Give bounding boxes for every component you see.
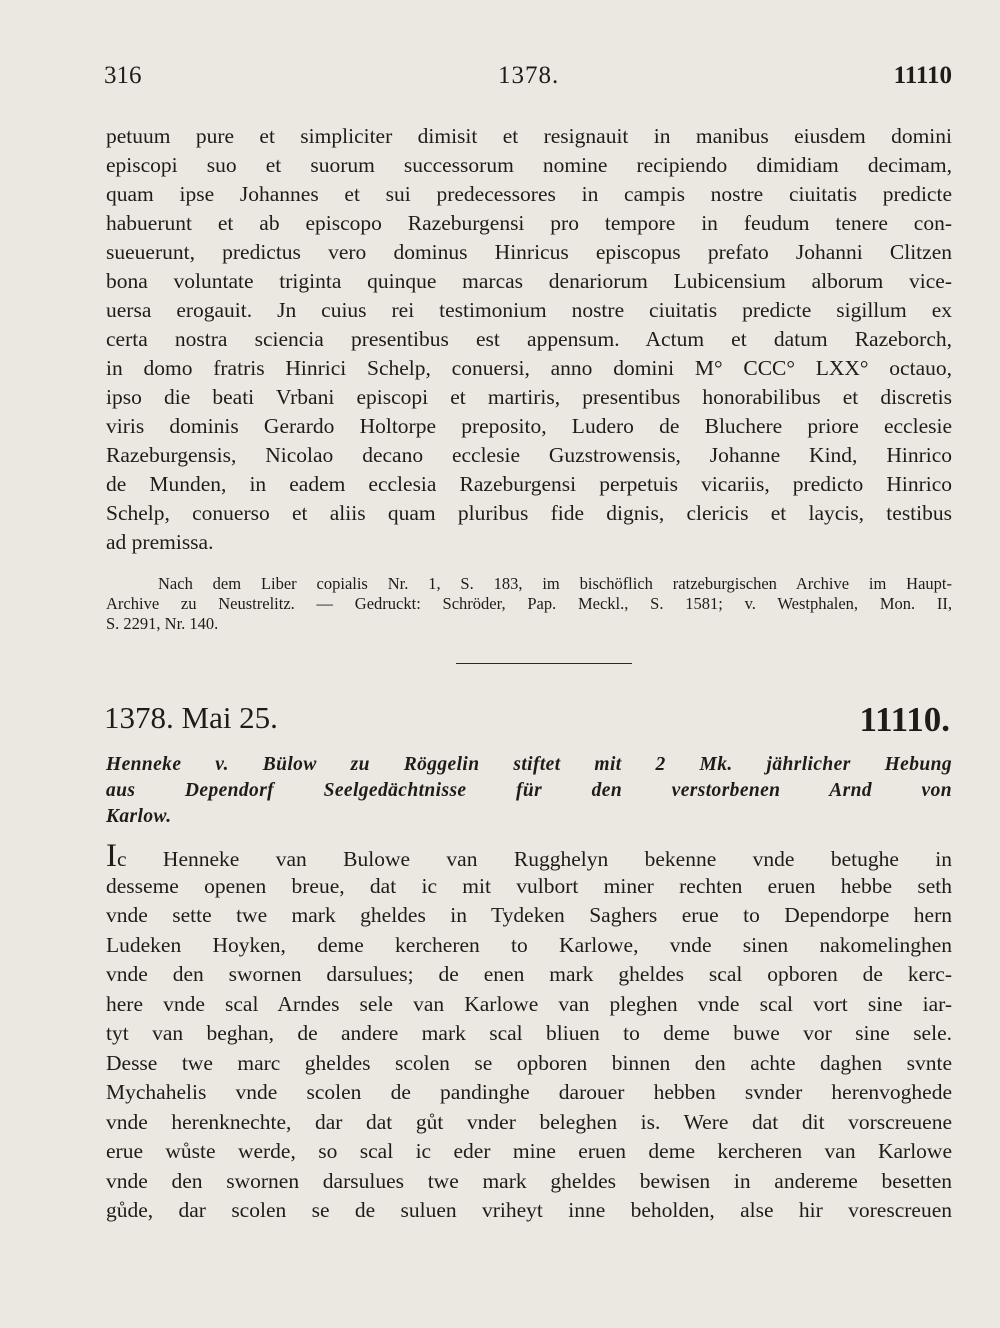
- text-line: Ludeken Hoyken, deme kercheren to Karlowe, vnde sinen nakomelinghen: [106, 932, 952, 957]
- text-line: de Munden, in eadem ecclesia Razeburgensi perpetuis vicariis, predicto Hinrico: [106, 472, 952, 496]
- text-line: viris dominis Gerardo Holtorpe preposito, Ludero de Bluchere priore ecclesie: [106, 414, 952, 438]
- text-line: vnde den swornen darsulues; de enen mark gheldes scal opboren de kerc-: [106, 962, 952, 986]
- note-line: Archive zu Neustrelitz. — Gedruckt: Schröder, Pap. Meckl., S. 1581; v. Westphalen, Mon. II,: [106, 594, 952, 613]
- section-divider: [456, 663, 632, 664]
- text-line: in domo fratris Hinrici Schelp, conuersi, anno domini M° CCC° LXX° octauo,: [106, 356, 952, 380]
- entry-date: 1378. Mai 25.: [104, 700, 278, 735]
- text-line: habuerunt et ab episcopo Razeburgensi pro tempore in feudum tenere con-: [106, 211, 952, 235]
- entry-number: 11110.: [859, 700, 950, 739]
- text-line: ad premissa.: [106, 530, 214, 554]
- text-line: episcopi suo et suorum successorum nomine recipiendo dimidiam decimam,: [106, 153, 952, 177]
- text-line: gůde, dar scolen se de suluen vriheyt inne beholden, alse hir vorescreuen: [106, 1198, 952, 1222]
- summary-line: Henneke v. Bülow zu Röggelin stiftet mit 2 Mk. jährlicher Hebung: [106, 754, 952, 775]
- previous-charter-text: [106, 122, 952, 557]
- summary-line: Karlow.: [106, 806, 172, 827]
- text-line: Schelp, conuerso et aliis quam pluribus fide dignis, clericis et laycis, testibus: [106, 501, 952, 525]
- charter-first-line: [106, 838, 952, 874]
- text-line: ipso die beati Vrbani episcopi et martiris, presentibus honorabilibus et discretis: [106, 385, 952, 409]
- charter-text: [106, 838, 952, 1226]
- text-line: uersa erogauit. Jn cuius rei testimonium nostre ciuitatis predicte sigillum ex: [106, 298, 952, 322]
- header-document-number: 11110: [893, 62, 952, 89]
- text-line: vnde herenknechte, dar dat gůt vnder beleghen is. Were dat dit vorscreuene: [106, 1109, 952, 1134]
- text-line: petuum pure et simpliciter dimisit et resignauit in manibus eiusdem domini: [106, 124, 952, 148]
- note-line: S. 2291, Nr. 140.: [106, 614, 219, 633]
- text-line: vnde den swornen darsulues twe mark gheldes bewisen in andereme besetten: [106, 1168, 952, 1193]
- page-number: 316: [104, 62, 142, 89]
- header-year: 1378.: [498, 62, 560, 89]
- running-header: [104, 62, 952, 98]
- text-line: Mychahelis vnde scolen de pandinghe darouer hebben svnder herenvoghede: [106, 1080, 952, 1104]
- text-line: vnde sette twe mark gheldes in Tydeken Saghers erue to Dependorpe hern: [106, 903, 952, 927]
- note-line: Nach dem Liber copialis Nr. 1, S. 183, im bischöflich ratzeburgischen Archive im Haupt-: [158, 574, 952, 593]
- text-line: tyt van beghan, de andere mark scal bliuen to deme buwe vor sine sele.: [106, 1021, 952, 1045]
- summary-line: aus Dependorf Seelgedächtnisse für den verstorbenen Arnd von: [106, 780, 952, 801]
- source-note: [106, 574, 952, 634]
- text-line: certa nostra sciencia presentibus est appensum. Actum et datum Razeborch,: [106, 327, 952, 351]
- text-line: here vnde scal Arndes sele van Karlowe van pleghen vnde scal vort sine iar-: [106, 991, 952, 1016]
- text-line: desseme openen breue, dat ic mit vulbort miner rechten eruen hebbe seth: [106, 873, 952, 898]
- initial-letter: I: [106, 838, 117, 874]
- text-line: Desse twe marc gheldes scolen se opboren binnen den achte daghen svnte: [106, 1050, 952, 1075]
- entry-heading: [104, 700, 950, 746]
- text-line: Razeburgensis, Nicolao decano ecclesie Guzstrowensis, Johanne Kind, Hinrico: [106, 443, 952, 467]
- text-line: bona voluntate triginta quinque marcas denariorum Lubicensium alborum vice-: [106, 269, 952, 293]
- text-line: sueuerunt, predictus vero dominus Hinricus episcopus prefato Johanni Clitzen: [106, 240, 952, 264]
- text-line: quam ipse Johannes et sui predecessores in campis nostre ciuitatis predicte: [106, 182, 952, 206]
- entry-summary: [106, 752, 952, 830]
- first-line-text: c Henneke van Bulowe van Rugghelyn bekenne vnde betughe in: [117, 847, 952, 871]
- text-line: erue wůste werde, so scal ic eder mine eruen deme kercheren van Karlowe: [106, 1139, 952, 1163]
